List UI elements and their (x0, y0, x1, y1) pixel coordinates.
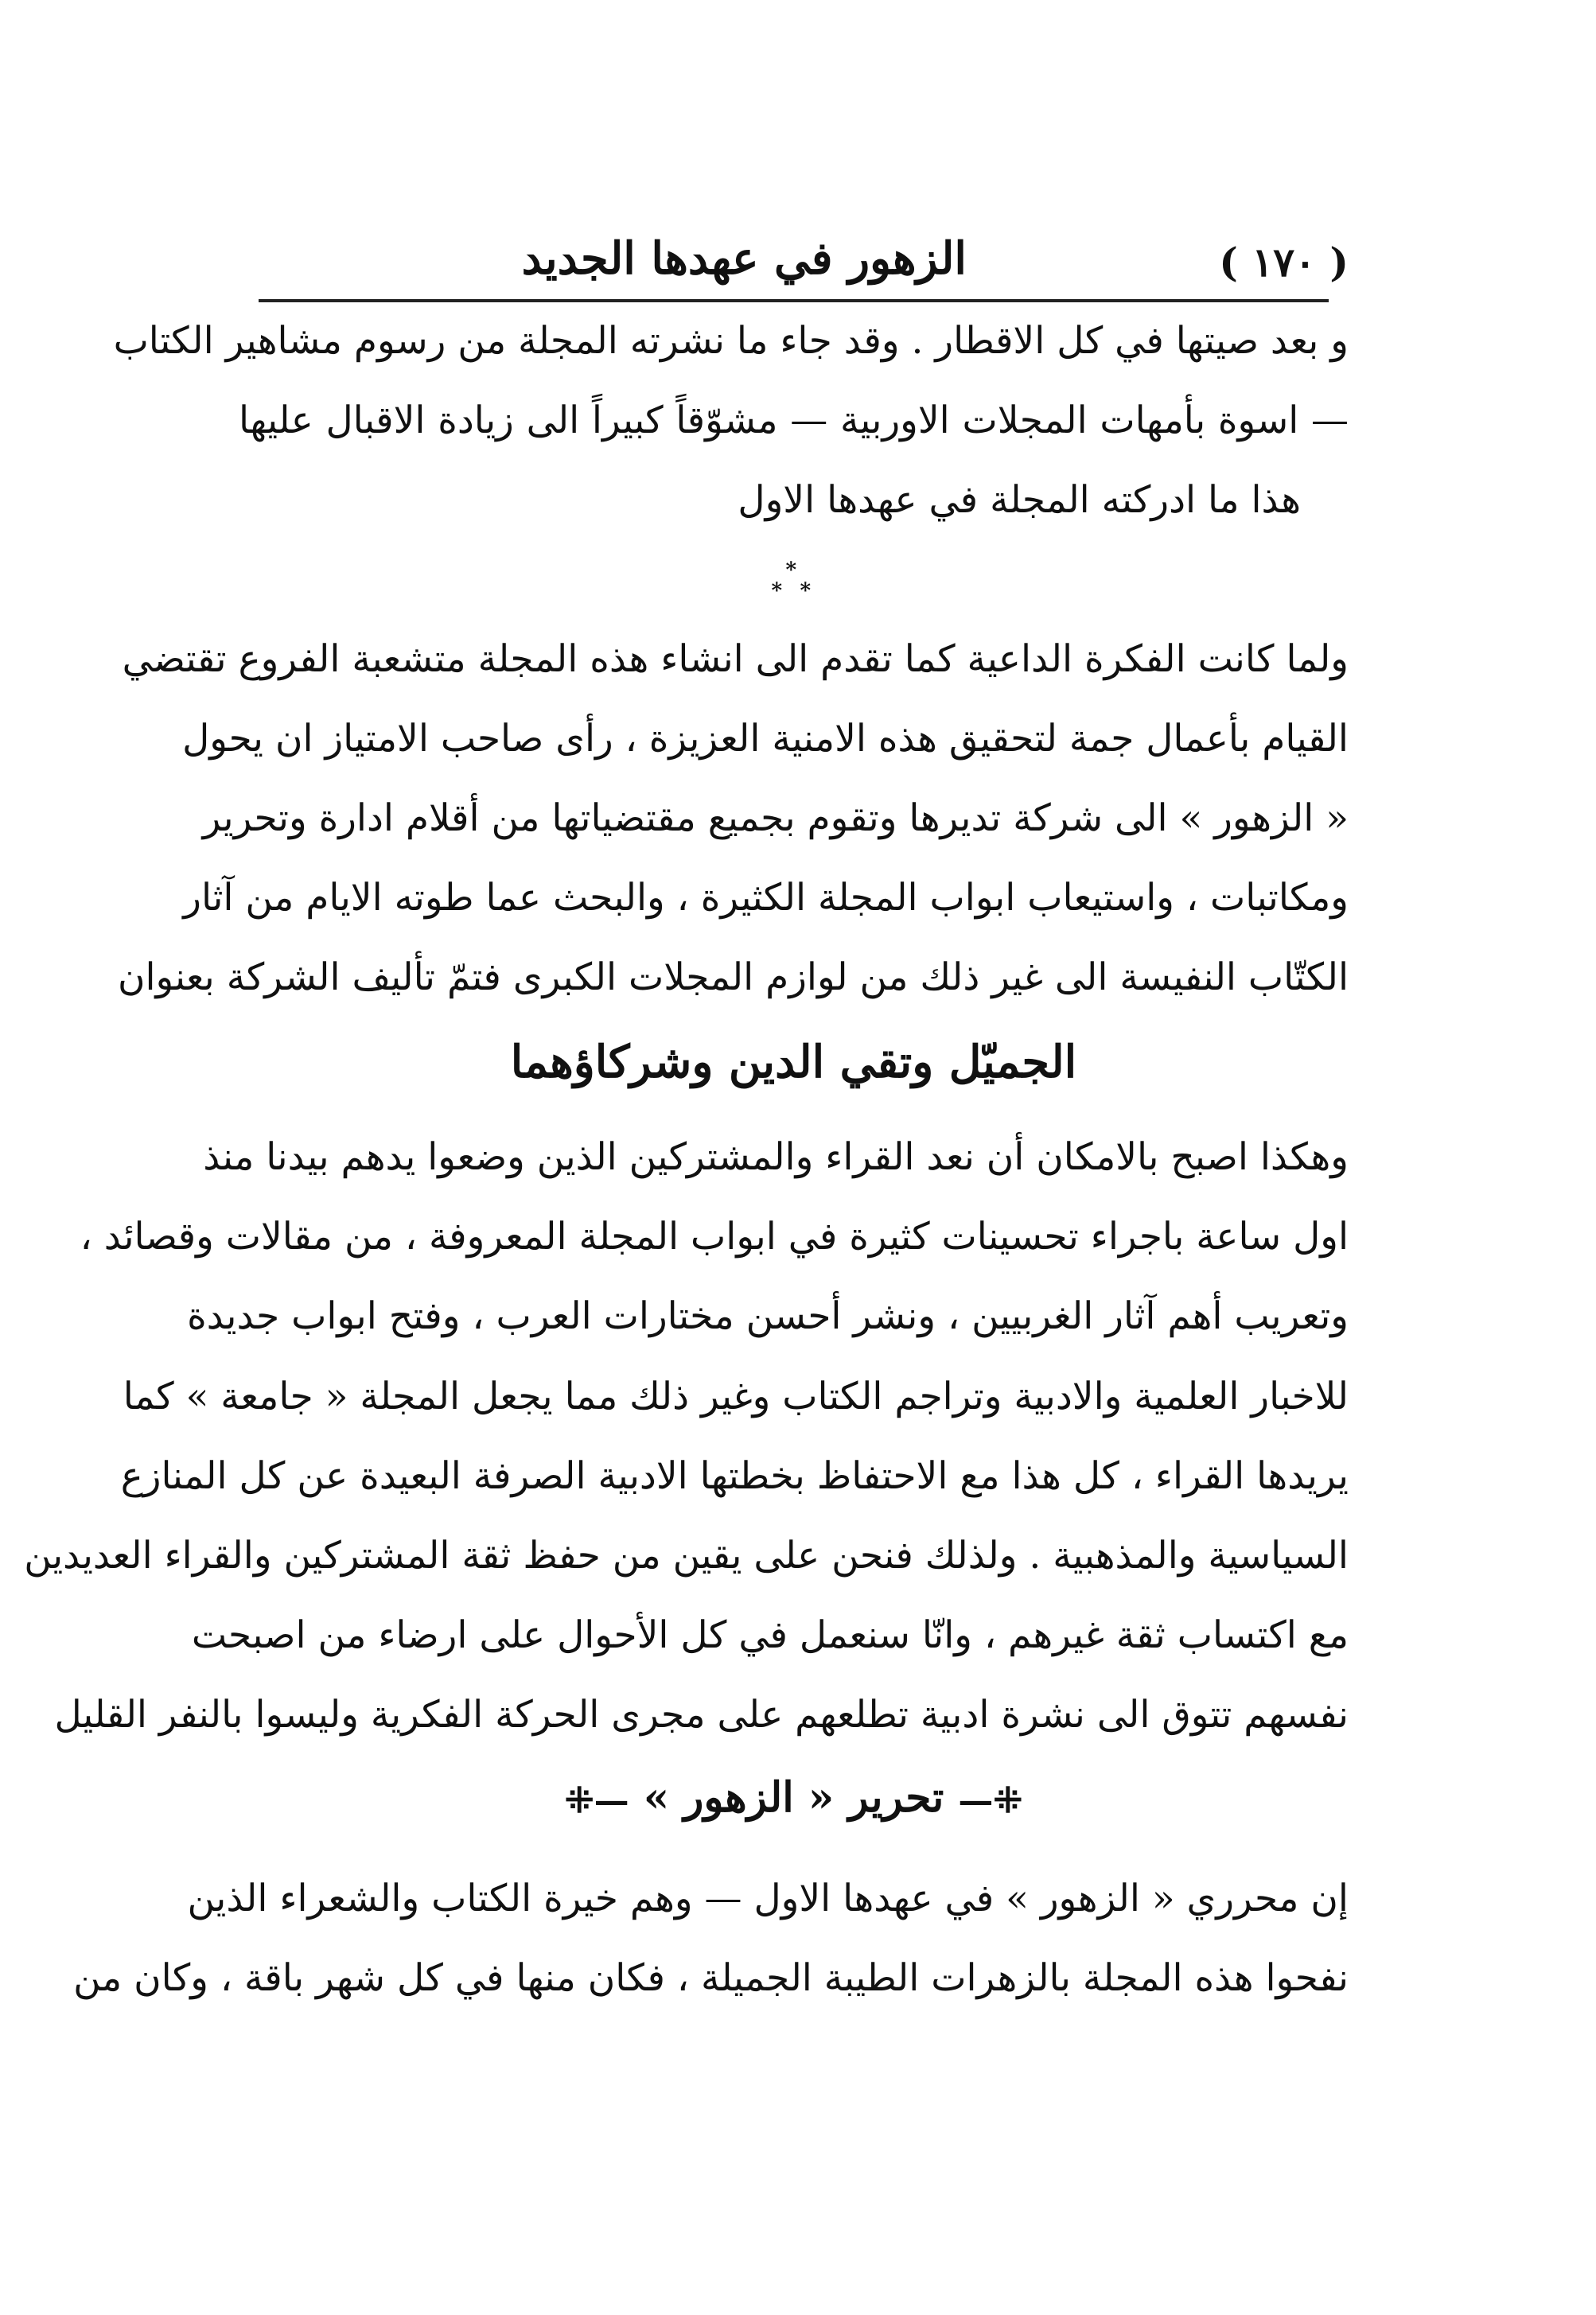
page-number: ( ١٧٠ ) (1219, 239, 1349, 286)
text-line: ومكاتبات ، واستيعاب ابواب المجلة الكثيرة ، والبحث عما طوته الايام من آثار (183, 876, 1349, 920)
text-line: هذا ما ادركته المجلة في عهدها الاول (738, 478, 1301, 523)
book-page (24, 215, 1349, 2156)
paragraph-1 (113, 319, 1349, 523)
text-line: نفسهم تتوق الى نشرة ادبية تطلعهم على مجرى الحركة الفكرية وليسوا بالنفر القليل (54, 1692, 1349, 1737)
text-line: ولما كانت الفكرة الداعية كما تقدم الى انشاء هذه المجلة متشعبة الفروع تقتضي (122, 637, 1349, 682)
star-ornament: * (800, 579, 812, 604)
text-line: نفحوا هذه المجلة بالزهرات الطيبة الجميلة ، فكان منها في كل شهر باقة ، وكان من (73, 1955, 1349, 2000)
text-line: يريدها القراء ، كل هذا مع الاحتفاظ بخطتها الادبية الصرفة البعيدة عن كل المنازع (120, 1453, 1349, 1498)
text-line: اول ساعة باجراء تحسينات كثيرة في ابواب المجلة المعروفة ، من مقالات وقصائد ، (80, 1215, 1349, 1259)
running-title: الزهور في عهدها الجديد (521, 232, 967, 285)
section-heading (239, 1773, 1349, 1822)
text-line: إن محرري « الزهور » في عهدها الاول — وهم خيرة الكتاب والشعراء الذين (187, 1876, 1349, 1920)
text-line: — اسوة بأمهات المجلات الاوربية — مشوّقاً كبيراً الى زيادة الاقبال عليها (239, 399, 1349, 443)
paragraph-4 (73, 1876, 1349, 2000)
ornament-left: —⁜ (564, 1780, 629, 1821)
text-line: للاخبار العلمية والادبية وتراجم الكتاب وغير ذلك مما يجعل المجلة « جامعة » كما (123, 1374, 1349, 1418)
star-ornament: * (771, 579, 783, 604)
text-line: مع اكتساب ثقة غيرهم ، وانّا سنعمل في كل الأحوال على ارضاء من اصبحت (191, 1613, 1349, 1657)
text-line: وهكذا اصبح بالامكان أن نعد القراء والمشتركين الذين وضعوا يدهم بيدنا منذ (203, 1135, 1349, 1180)
text-line: الكتّاب النفيسة الى غير ذلك من لوازم المجلات الكبرى فتمّ تأليف الشركة بعنوان (117, 955, 1349, 1000)
text-line: وتعريب أهم آثار الغربيين ، ونشر أحسن مختارات العرب ، وفتح ابواب جديدة (187, 1294, 1349, 1339)
text-line: السياسية والمذهبية . ولذلك فنحن على يقين من حفظ ثقة المشتركين والقراء العديدين (24, 1533, 1349, 1578)
text-line: القيام بأعمال جمة لتحقيق هذه الامنية العزيزة ، رأى صاحب الامتياز ان يحول (182, 717, 1349, 761)
section-heading-text: تحرير « الزهور » (643, 1772, 944, 1822)
running-header (239, 215, 1349, 302)
header-rule (259, 299, 1329, 302)
text-line: « الزهور » الى شركة تديرها وتقوم بجميع مقتضياتها من أقلام ادارة وتحرير (202, 796, 1349, 841)
paragraph-2 (117, 637, 1349, 1000)
separator-stars (762, 558, 826, 606)
star-ornament: * (785, 558, 797, 583)
ornament-right: ⁜— (958, 1780, 1023, 1821)
paragraph-3 (24, 1135, 1349, 1737)
text-line: و بعد صيتها في كل الاقطار . وقد جاء ما نشرته المجلة من رسوم مشاهير الكتاب (113, 319, 1349, 363)
company-name: الجميّل وتقي الدين وشركاؤهما (510, 1036, 1077, 1089)
